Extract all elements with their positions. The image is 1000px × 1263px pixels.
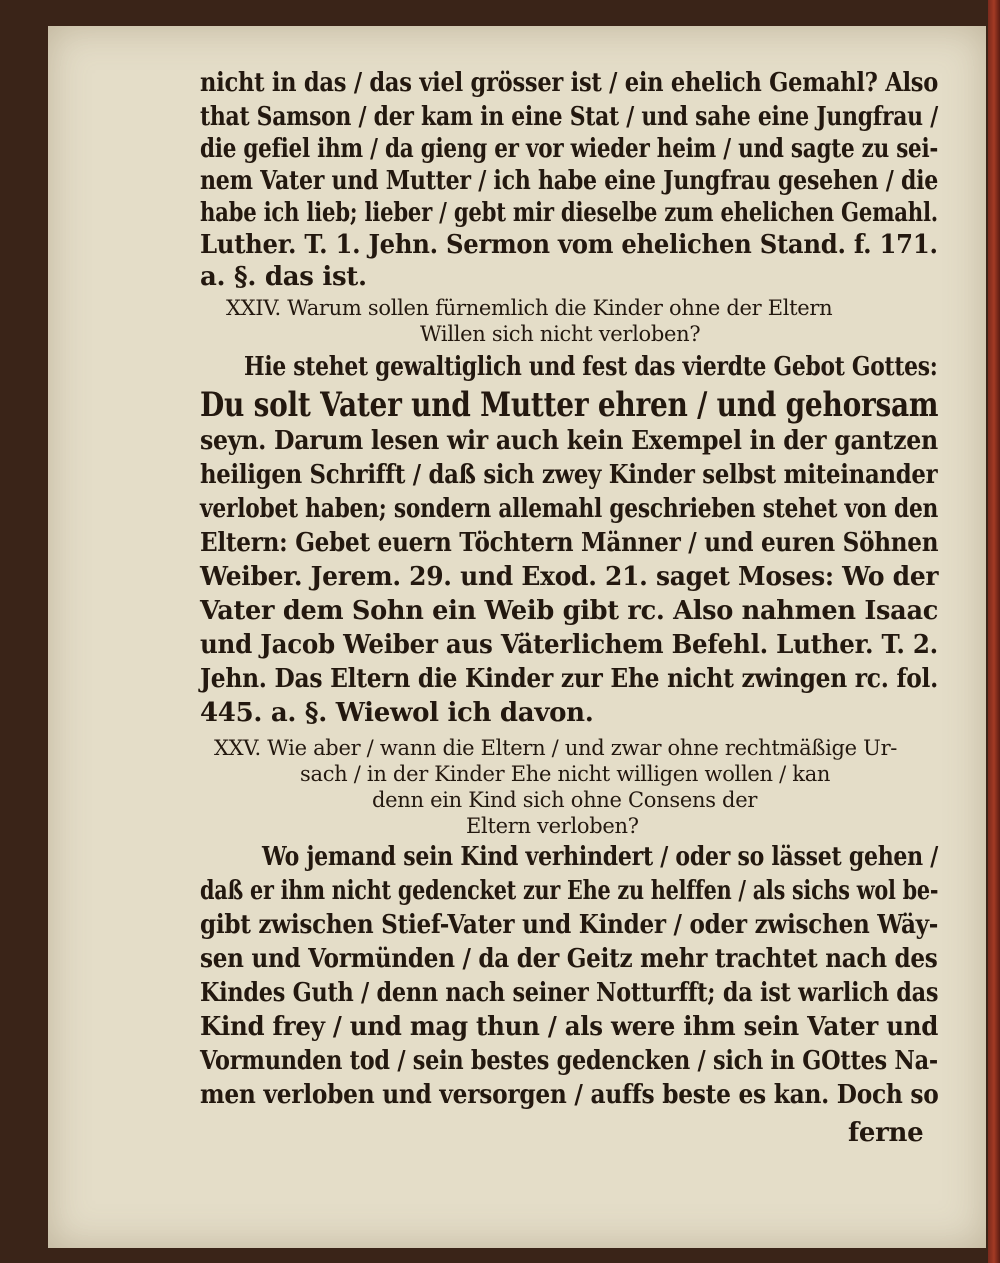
question-heading: XXV. Wie aber / wann die Eltern / und zwar ohne rechtmäßige Ur- (214, 736, 898, 760)
book-page (48, 26, 986, 1248)
text-line: a. §. das ist. (200, 262, 367, 292)
text-line: Luther. T. 1. Jehn. Sermon vom ehelichen Stand. f. 171. (200, 230, 938, 260)
text-line: habe ich lieb; lieber / gebt mir dieselbe zum ehelichen Gemahl. (200, 198, 938, 228)
text-line: gibt zwischen Stief-Vater und Kinder / oder zwischen Wäy- (200, 910, 939, 940)
text-line: Vater dem Sohn ein Weib gibt rc. Also nahmen Isaac (200, 596, 939, 626)
text-line: Hie stehet gewaltiglich und fest das vierdte Gebot Gottes: (244, 352, 938, 382)
text-line: Vormunden tod / sein bestes gedencken / sich in GOttes Na- (200, 1046, 938, 1076)
question-heading: denn ein Kind sich ohne Consens der (372, 788, 758, 812)
text-line: that Samson / der kam in eine Stat / und sahe eine Jungfrau / (200, 102, 938, 132)
page-text (48, 26, 986, 1248)
text-line: die gefiel ihm / da gieng er vor wieder heim / und sagte zu sei- (200, 134, 939, 164)
text-line: verlobet haben; sondern allemahl geschrieben stehet von den (200, 494, 939, 524)
text-line: Kindes Guth / denn nach seiner Notturfft; da ist warlich das (200, 978, 939, 1008)
text-line: Wo jemand sein Kind verhindert / oder so lässet gehen / (262, 842, 939, 872)
text-line: nicht in das / das viel grösser ist / ein ehelich Gemahl? Also (200, 68, 939, 98)
text-line: Jehn. Das Eltern die Kinder zur Ehe nicht zwingen rc. fol. (200, 664, 939, 694)
text-line: heiligen Schrifft / daß sich zwey Kinder selbst miteinander (200, 460, 938, 490)
text-line: Kind frey / und mag thun / als were ihm sein Vater und (200, 1012, 939, 1042)
text-line: und Jacob Weiber aus Väterlichem Befehl. Luther. T. 2. (200, 630, 938, 660)
text-line: 445. a. §. Wiewol ich davon. (200, 698, 594, 728)
text-line: seyn. Darum lesen wir auch kein Exempel in der gantzen (200, 426, 938, 456)
question-heading: Eltern verloben? (466, 814, 639, 838)
catchword: ferne (848, 1118, 924, 1148)
text-line: Weiber. Jerem. 29. und Exod. 21. saget Moses: Wo der (200, 562, 939, 592)
text-line: men verloben und versorgen / auffs beste es kan. Doch so (200, 1080, 939, 1110)
question-heading: sach / in der Kinder Ehe nicht willigen wollen / kan (300, 762, 831, 786)
text-line: nem Vater und Mutter / ich habe eine Jungfrau gesehen / die (200, 166, 939, 196)
book-edge (988, 0, 1000, 1263)
text-line: daß er ihm nicht gedencket zur Ehe zu helffen / als sichs wol be- (200, 876, 939, 906)
text-line: sen und Vormünden / da der Geitz mehr trachtet nach des (200, 944, 938, 974)
question-heading: XXIV. Warum sollen fürnemlich die Kinder ohne der Eltern (226, 296, 833, 320)
quoted-commandment: Du solt Vater und Mutter ehren / und gehorsam (200, 385, 939, 425)
question-heading: Willen sich nicht verloben? (420, 322, 701, 346)
text-line: Eltern: Gebet euern Töchtern Männer / und euren Söhnen (200, 528, 939, 558)
